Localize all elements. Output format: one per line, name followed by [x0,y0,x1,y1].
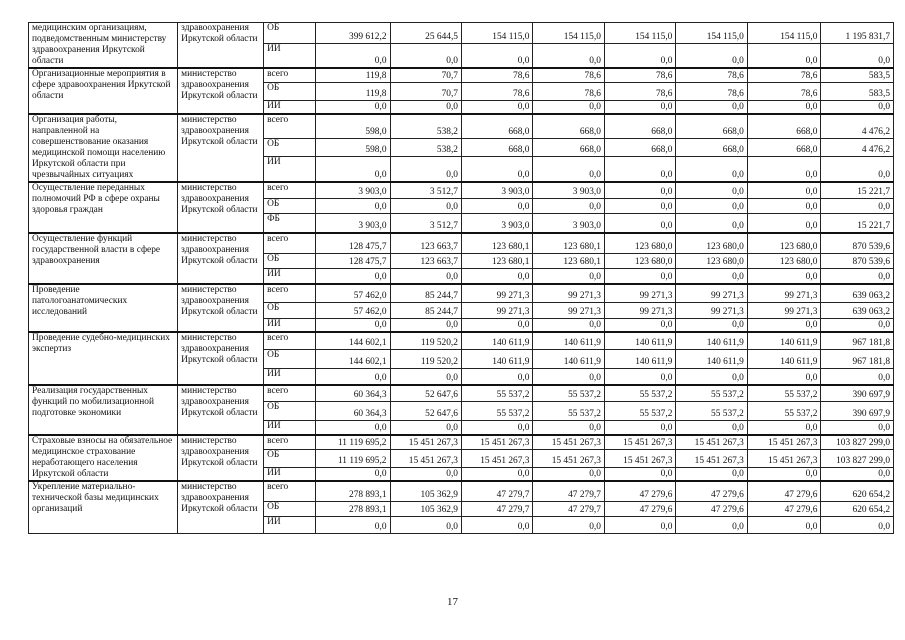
activity-name: Организация работы, направленной на совершенствование оказания медицинской помощи населению Иркутской области при чрезвычайных ситуациях [29,114,178,182]
value-cell: 0,0 [747,467,821,481]
value-cell: 47 279,7 [533,501,604,516]
value-cell: 0,0 [533,198,604,213]
value-cell: 47 279,6 [676,481,747,501]
value-cell: 598,0 [315,114,390,138]
value-cell: 15 451 267,3 [604,435,675,449]
funding-source: ИИ [264,368,316,385]
value-cell: 154 115,0 [533,23,604,44]
value-cell: 0,0 [315,516,390,533]
value-cell: 15 451 267,3 [390,449,461,467]
value-cell: 0,0 [676,467,747,481]
value-total: 4 476,2 [821,138,894,156]
value-cell: 119,8 [315,68,390,82]
value-cell: 15 451 267,3 [676,435,747,449]
value-cell: 538,2 [390,138,461,156]
activity-name: Укрепление материально-технической базы медицинских организаций [29,481,178,533]
value-cell: 0,0 [533,420,604,435]
value-cell: 0,0 [747,156,821,182]
value-cell: 70,7 [390,68,461,82]
value-cell: 47 279,6 [676,501,747,516]
table-body [29,23,894,534]
value-cell: 25 644,5 [390,23,461,44]
value-cell: 0,0 [533,368,604,385]
funding-source: ОБ [264,253,316,268]
funding-source: ИИ [264,156,316,182]
value-total: 967 181,8 [821,349,894,368]
value-cell: 3 903,0 [461,182,532,198]
value-cell: 0,0 [676,318,747,332]
value-total: 0,0 [821,318,894,332]
value-total: 0,0 [821,268,894,284]
value-cell: 99 271,3 [533,284,604,302]
value-cell: 668,0 [533,114,604,138]
value-cell: 0,0 [604,318,675,332]
value-cell: 0,0 [461,268,532,284]
value-total: 0,0 [821,368,894,385]
responsible-org: здравоохранения Иркутской области [178,23,264,69]
value-cell: 15 451 267,3 [604,449,675,467]
value-total: 639 063,2 [821,302,894,318]
value-cell: 668,0 [604,114,675,138]
value-cell: 140 611,9 [604,332,675,349]
value-cell: 123 680,0 [747,253,821,268]
value-cell: 0,0 [604,198,675,213]
value-cell: 154 115,0 [604,23,675,44]
value-cell: 105 362,9 [390,501,461,516]
page-number: 17 [447,596,458,608]
responsible-org: министерство здравоохранения Иркутской области [178,332,264,385]
value-cell: 99 271,3 [676,302,747,318]
value-cell: 123 680,1 [533,233,604,253]
value-cell: 55 537,2 [533,385,604,401]
value-cell: 0,0 [604,467,675,481]
value-cell: 0,0 [533,100,604,114]
activity-name: Проведение судебно-медицинских экспертиз [29,332,178,385]
value-cell: 99 271,3 [604,284,675,302]
funding-source: всего [264,68,316,82]
funding-source: ОБ [264,23,316,44]
value-total: 0,0 [821,44,894,68]
value-cell: 154 115,0 [676,23,747,44]
activity-name: Организационные мероприятия в сфере здравоохранения Иркутской области [29,68,178,114]
value-cell: 0,0 [390,516,461,533]
value-cell: 0,0 [390,198,461,213]
value-total: 4 476,2 [821,114,894,138]
responsible-org: министерство здравоохранения Иркутской области [178,68,264,114]
value-cell: 0,0 [747,368,821,385]
value-cell: 0,0 [315,368,390,385]
activity-name: Осуществление переданных полномочий РФ в сфере охраны здоровья граждан [29,182,178,233]
value-cell: 15 451 267,3 [390,435,461,449]
value-cell: 0,0 [315,100,390,114]
value-cell: 0,0 [604,213,675,233]
value-cell: 668,0 [676,114,747,138]
value-cell: 55 537,2 [747,385,821,401]
value-cell: 99 271,3 [604,302,675,318]
funding-source: ИИ [264,44,316,68]
value-cell: 3 512,7 [390,213,461,233]
value-cell: 668,0 [676,138,747,156]
value-cell: 140 611,9 [461,349,532,368]
funding-source: ИИ [264,318,316,332]
value-cell: 47 279,6 [747,481,821,501]
value-cell: 99 271,3 [747,302,821,318]
value-cell: 85 244,7 [390,302,461,318]
value-cell: 668,0 [461,138,532,156]
value-total: 0,0 [821,198,894,213]
value-cell: 47 279,7 [461,481,532,501]
funding-source: ОБ [264,449,316,467]
value-total: 103 827 299,0 [821,435,894,449]
value-cell: 78,6 [461,68,532,82]
value-cell: 47 279,6 [604,501,675,516]
value-cell: 140 611,9 [747,332,821,349]
value-cell: 0,0 [747,182,821,198]
value-cell: 70,7 [390,82,461,100]
value-cell: 3 903,0 [533,182,604,198]
value-cell: 123 663,7 [390,233,461,253]
table-row [29,435,894,449]
value-cell: 55 537,2 [604,401,675,420]
value-cell: 140 611,9 [676,332,747,349]
value-cell: 123 680,0 [747,233,821,253]
value-total: 15 221,7 [821,213,894,233]
value-cell: 0,0 [604,44,675,68]
value-cell: 47 279,6 [747,501,821,516]
value-cell: 0,0 [461,198,532,213]
value-cell: 278 893,1 [315,481,390,501]
funding-source: ОБ [264,401,316,420]
value-total: 870 539,6 [821,253,894,268]
value-cell: 15 451 267,3 [461,435,532,449]
value-total: 639 063,2 [821,284,894,302]
value-cell: 123 680,0 [676,233,747,253]
activity-name: Осуществление функций государственной власти в сфере здравоохранения [29,233,178,284]
value-cell: 0,0 [604,516,675,533]
funding-source: всего [264,435,316,449]
table-row [29,68,894,82]
value-cell: 0,0 [604,368,675,385]
value-cell: 11 119 695,2 [315,435,390,449]
value-cell: 55 537,2 [676,385,747,401]
value-cell: 78,6 [533,68,604,82]
value-cell: 0,0 [315,268,390,284]
value-cell: 0,0 [315,44,390,68]
funding-source: ОБ [264,501,316,516]
responsible-org: министерство здравоохранения Иркутской области [178,385,264,435]
value-cell: 0,0 [676,198,747,213]
value-cell: 0,0 [315,420,390,435]
value-cell: 105 362,9 [390,481,461,501]
activity-name: Проведение патологоанатомических исследований [29,284,178,332]
value-cell: 3 903,0 [315,213,390,233]
value-cell: 0,0 [747,44,821,68]
value-cell: 3 903,0 [533,213,604,233]
value-cell: 668,0 [461,114,532,138]
table-row [29,284,894,302]
value-cell: 0,0 [747,420,821,435]
value-cell: 0,0 [747,318,821,332]
funding-source: ИИ [264,516,316,533]
value-cell: 99 271,3 [461,302,532,318]
value-cell: 123 680,1 [461,233,532,253]
value-cell: 0,0 [390,368,461,385]
value-cell: 11 119 695,2 [315,449,390,467]
value-cell: 128 475,7 [315,233,390,253]
value-cell: 99 271,3 [747,284,821,302]
value-cell: 119 520,2 [390,349,461,368]
value-total: 390 697,9 [821,385,894,401]
value-cell: 0,0 [533,44,604,68]
value-cell: 668,0 [747,114,821,138]
value-cell: 0,0 [676,213,747,233]
value-cell: 55 537,2 [461,401,532,420]
value-total: 0,0 [821,420,894,435]
value-cell: 78,6 [604,68,675,82]
value-cell: 3 512,7 [390,182,461,198]
value-cell: 55 537,2 [533,401,604,420]
value-cell: 154 115,0 [461,23,532,44]
value-cell: 60 364,3 [315,401,390,420]
value-cell: 52 647,6 [390,401,461,420]
funding-source: всего [264,114,316,138]
value-cell: 123 680,0 [676,253,747,268]
value-cell: 15 451 267,3 [533,435,604,449]
value-cell: 0,0 [533,156,604,182]
value-cell: 0,0 [390,318,461,332]
funding-source: всего [264,182,316,198]
responsible-org: министерство здравоохранения Иркутской области [178,481,264,533]
value-cell: 0,0 [461,420,532,435]
funding-source: всего [264,332,316,349]
value-cell: 0,0 [604,156,675,182]
value-total: 583,5 [821,82,894,100]
value-cell: 0,0 [604,182,675,198]
value-cell: 3 903,0 [315,182,390,198]
value-cell: 123 680,1 [533,253,604,268]
value-cell: 0,0 [390,156,461,182]
funding-source: ОБ [264,349,316,368]
value-cell: 78,6 [676,68,747,82]
value-cell: 0,0 [747,213,821,233]
funding-source: ИИ [264,100,316,114]
value-cell: 3 903,0 [461,213,532,233]
funding-source: ИИ [264,420,316,435]
value-cell: 0,0 [390,100,461,114]
value-cell: 0,0 [461,368,532,385]
funding-source: ИИ [264,268,316,284]
value-cell: 0,0 [461,467,532,481]
value-cell: 0,0 [747,516,821,533]
table-row [29,182,894,198]
value-cell: 78,6 [461,82,532,100]
value-cell: 278 893,1 [315,501,390,516]
value-cell: 47 279,7 [533,481,604,501]
value-cell: 0,0 [461,44,532,68]
value-cell: 140 611,9 [747,349,821,368]
value-total: 1 195 831,7 [821,23,894,44]
value-cell: 0,0 [676,156,747,182]
funding-source: всего [264,284,316,302]
value-cell: 0,0 [315,318,390,332]
value-cell: 0,0 [315,198,390,213]
table-row [29,481,894,501]
value-cell: 57 462,0 [315,302,390,318]
value-cell: 47 279,6 [604,481,675,501]
value-total: 620 654,2 [821,501,894,516]
value-cell: 47 279,7 [461,501,532,516]
value-cell: 15 451 267,3 [676,449,747,467]
value-cell: 668,0 [747,138,821,156]
funding-source: всего [264,233,316,253]
responsible-org: министерство здравоохранения Иркутской области [178,284,264,332]
value-cell: 99 271,3 [533,302,604,318]
responsible-org: министерство здравоохранения Иркутской области [178,114,264,182]
responsible-org: министерство здравоохранения Иркутской области [178,435,264,481]
value-cell: 123 680,0 [604,253,675,268]
value-cell: 15 451 267,3 [747,449,821,467]
value-cell: 668,0 [604,138,675,156]
value-cell: 0,0 [461,516,532,533]
value-cell: 55 537,2 [747,401,821,420]
table-row [29,332,894,349]
value-cell: 119 520,2 [390,332,461,349]
value-cell: 78,6 [747,68,821,82]
value-cell: 0,0 [604,100,675,114]
funding-source: всего [264,481,316,501]
value-total: 390 697,9 [821,401,894,420]
value-cell: 598,0 [315,138,390,156]
value-cell: 0,0 [533,268,604,284]
value-cell: 78,6 [604,82,675,100]
value-cell: 0,0 [604,268,675,284]
value-cell: 123 680,1 [461,253,532,268]
value-cell: 0,0 [676,516,747,533]
responsible-org: министерство здравоохранения Иркутской области [178,233,264,284]
value-cell: 57 462,0 [315,284,390,302]
value-cell: 55 537,2 [461,385,532,401]
value-cell: 0,0 [676,268,747,284]
value-cell: 128 475,7 [315,253,390,268]
value-cell: 15 451 267,3 [747,435,821,449]
value-cell: 0,0 [390,467,461,481]
value-total: 0,0 [821,516,894,533]
activity-name: медицинским организациям, подведомственным министерству здравоохранения Иркутской области [29,23,178,69]
responsible-org: министерство здравоохранения Иркутской области [178,182,264,233]
value-cell: 538,2 [390,114,461,138]
value-total: 0,0 [821,156,894,182]
value-total: 15 221,7 [821,182,894,198]
value-cell: 0,0 [676,182,747,198]
funding-source: ИИ [264,467,316,481]
activity-name: Страховые взносы на обязательное медицинское страхование неработающего населения Иркутской области [29,435,178,481]
value-cell: 15 451 267,3 [461,449,532,467]
value-cell: 0,0 [461,318,532,332]
value-total: 0,0 [821,467,894,481]
value-total: 967 181,8 [821,332,894,349]
value-cell: 78,6 [533,82,604,100]
value-total: 620 654,2 [821,481,894,501]
funding-source: ФБ [264,213,316,233]
value-cell: 52 647,6 [390,385,461,401]
table-row [29,385,894,401]
value-cell: 668,0 [533,138,604,156]
value-cell: 0,0 [533,516,604,533]
value-total: 103 827 299,0 [821,449,894,467]
table-row [29,23,894,44]
table-row [29,233,894,253]
value-cell: 0,0 [461,156,532,182]
value-total: 0,0 [821,100,894,114]
value-cell: 144 602,1 [315,332,390,349]
value-total: 583,5 [821,68,894,82]
value-cell: 0,0 [533,467,604,481]
activity-name: Реализация государственных функций по мобилизационной подготовке экономики [29,385,178,435]
funding-source: ОБ [264,198,316,213]
value-cell: 78,6 [747,82,821,100]
value-cell: 78,6 [676,82,747,100]
value-cell: 0,0 [747,268,821,284]
value-cell: 0,0 [315,156,390,182]
funding-source: ОБ [264,302,316,318]
value-cell: 0,0 [747,100,821,114]
value-cell: 0,0 [390,420,461,435]
value-cell: 55 537,2 [676,401,747,420]
value-cell: 119,8 [315,82,390,100]
table-row [29,114,894,138]
value-cell: 0,0 [676,420,747,435]
value-cell: 60 364,3 [315,385,390,401]
value-cell: 140 611,9 [461,332,532,349]
value-cell: 123 663,7 [390,253,461,268]
funding-source: всего [264,385,316,401]
value-cell: 399 612,2 [315,23,390,44]
value-cell: 0,0 [676,100,747,114]
value-cell: 55 537,2 [604,385,675,401]
value-cell: 0,0 [533,318,604,332]
value-cell: 0,0 [604,420,675,435]
value-cell: 123 680,0 [604,233,675,253]
value-cell: 0,0 [676,44,747,68]
value-cell: 15 451 267,3 [533,449,604,467]
value-cell: 140 611,9 [676,349,747,368]
value-cell: 0,0 [315,467,390,481]
value-cell: 0,0 [390,44,461,68]
value-cell: 0,0 [676,368,747,385]
budget-table [28,22,894,534]
value-cell: 140 611,9 [533,332,604,349]
value-cell: 140 611,9 [604,349,675,368]
value-cell: 99 271,3 [461,284,532,302]
value-cell: 99 271,3 [676,284,747,302]
funding-source: ОБ [264,82,316,100]
value-cell: 85 244,7 [390,284,461,302]
value-cell: 0,0 [390,268,461,284]
value-total: 870 539,6 [821,233,894,253]
value-cell: 154 115,0 [747,23,821,44]
value-cell: 0,0 [747,198,821,213]
value-cell: 144 602,1 [315,349,390,368]
value-cell: 0,0 [461,100,532,114]
value-cell: 140 611,9 [533,349,604,368]
funding-source: ОБ [264,138,316,156]
